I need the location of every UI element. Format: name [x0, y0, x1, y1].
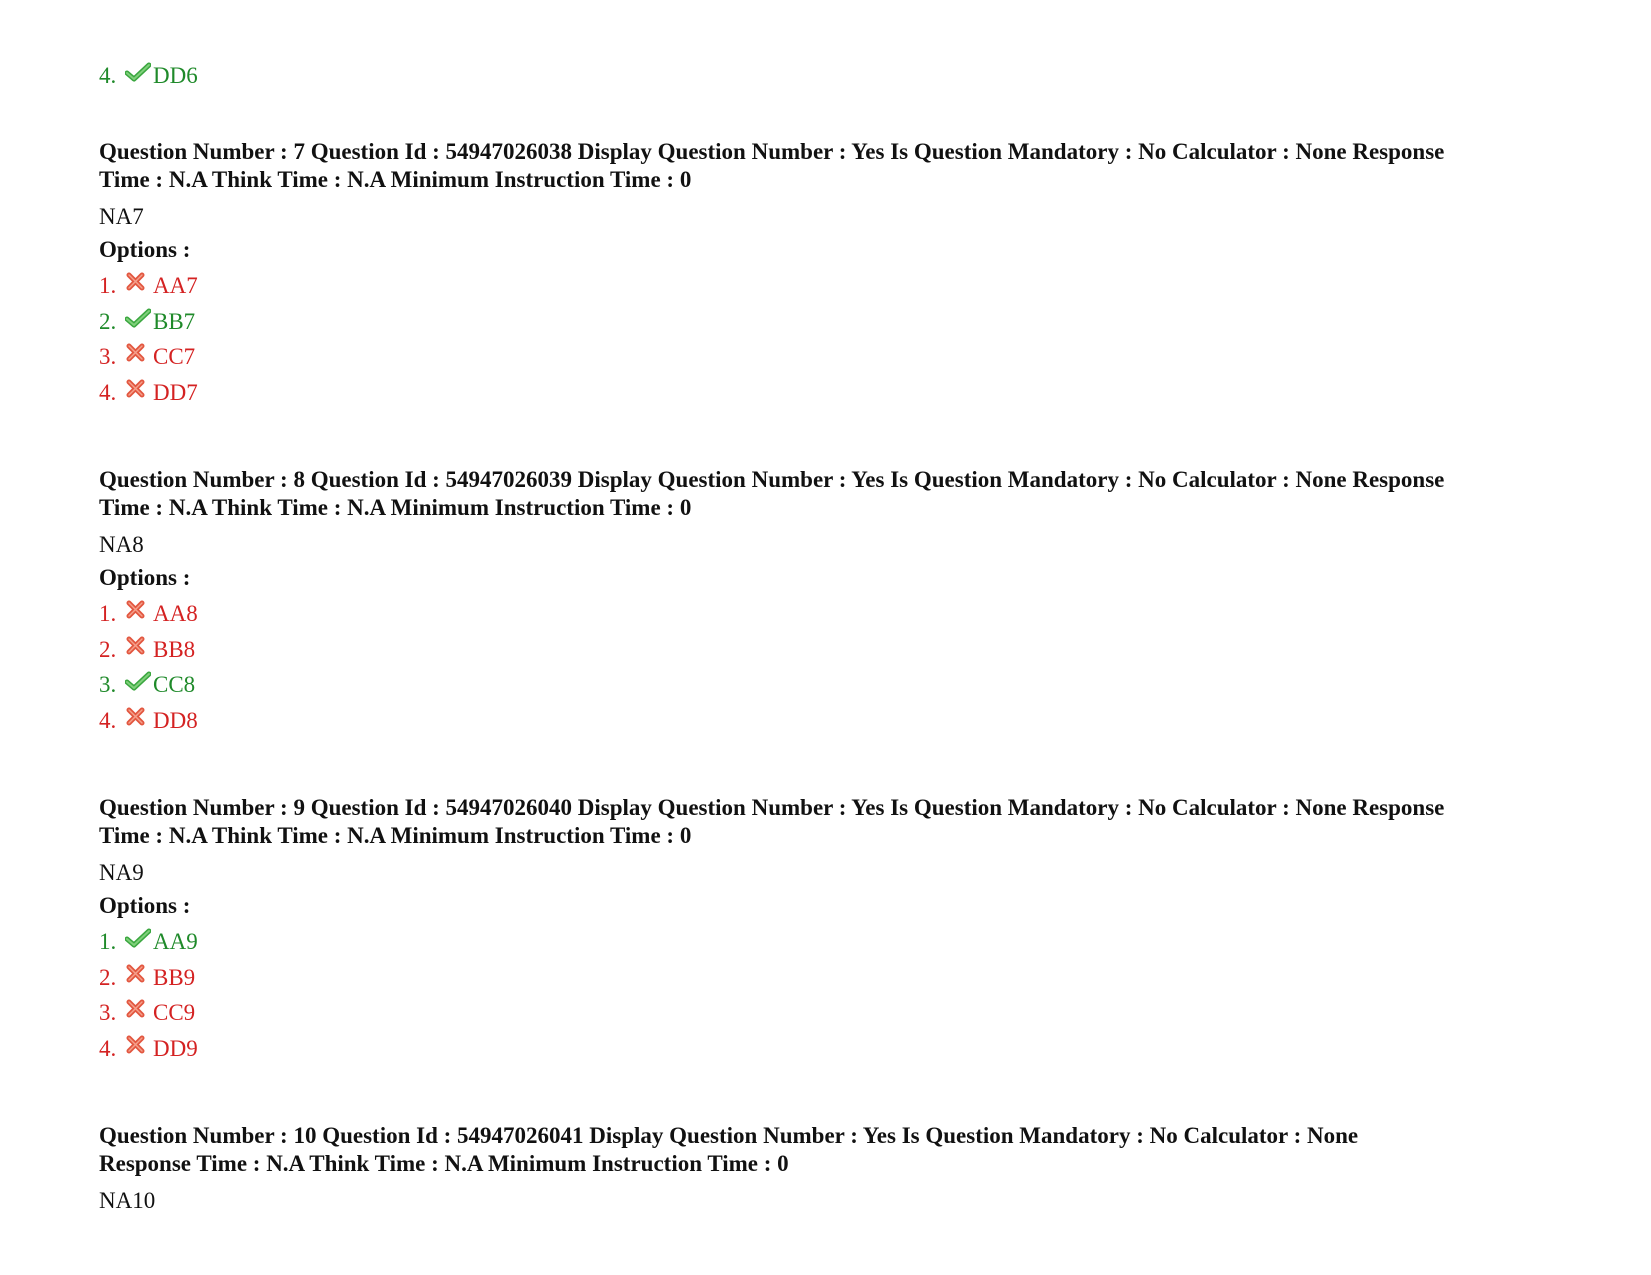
question-text: NA9 [99, 860, 144, 885]
option-number: 3. [99, 672, 117, 697]
question-header-line-1: Question Number : 9 Question Id : 54947026040 Display Question Number : Yes Is Question Mandatory : No Calculator : None Response [99, 795, 1445, 820]
question-text: NA8 [99, 532, 144, 557]
option-text: DD7 [153, 380, 198, 405]
question-header [99, 138, 1579, 194]
option-number: 2. [99, 309, 117, 334]
option-number: 4. [99, 380, 117, 405]
options-label: Options : [99, 237, 191, 262]
option-row [99, 598, 198, 630]
option-row [99, 377, 198, 409]
question-header-line-1: Question Number : 7 Question Id : 54947026038 Display Question Number : Yes Is Question Mandatory : No Calculator : None Response [99, 139, 1445, 164]
option-number: 2. [99, 965, 117, 990]
cross-icon [125, 964, 153, 986]
cross-icon [125, 707, 153, 729]
option-text: AA9 [153, 929, 198, 954]
option-number: 3. [99, 344, 117, 369]
question-header-line-2: Response Time : N.A Think Time : N.A Minimum Instruction Time : 0 [99, 1151, 789, 1176]
option-row [99, 341, 195, 373]
question-header [99, 1122, 1579, 1178]
option-row [99, 705, 198, 737]
question-header-line-2: Time : N.A Think Time : N.A Minimum Instruction Time : 0 [99, 167, 692, 192]
option-number: 4. [99, 708, 117, 733]
option-row [99, 60, 198, 92]
options-label: Options : [99, 893, 191, 918]
option-text: BB7 [153, 309, 196, 334]
option-text: DD9 [153, 1036, 198, 1061]
cross-icon [125, 600, 153, 622]
option-text: DD6 [153, 63, 198, 88]
option-number: 1. [99, 601, 117, 626]
question-text: NA10 [99, 1188, 156, 1213]
option-text: DD8 [153, 708, 198, 733]
question-header-line-1: Question Number : 10 Question Id : 54947026041 Display Question Number : Yes Is Question Mandatory : No Calculator : None [99, 1123, 1359, 1148]
cross-icon [125, 636, 153, 658]
option-number: 1. [99, 929, 117, 954]
question-header [99, 466, 1579, 522]
option-row [99, 270, 198, 302]
option-text: AA7 [153, 273, 198, 298]
option-row [99, 997, 195, 1029]
option-row [99, 926, 198, 958]
option-text: AA8 [153, 601, 198, 626]
check-icon [125, 62, 153, 84]
option-row [99, 634, 195, 666]
question-header-line-2: Time : N.A Think Time : N.A Minimum Instruction Time : 0 [99, 495, 692, 520]
option-text: BB9 [153, 965, 196, 990]
options-label: Options : [99, 565, 191, 590]
option-row [99, 962, 195, 994]
option-text: BB8 [153, 637, 196, 662]
option-number: 1. [99, 273, 117, 298]
cross-icon [125, 272, 153, 294]
option-text: CC8 [153, 672, 196, 697]
check-icon [125, 671, 153, 693]
option-number: 3. [99, 1000, 117, 1025]
question-header-line-1: Question Number : 8 Question Id : 54947026039 Display Question Number : Yes Is Question Mandatory : No Calculator : None Response [99, 467, 1445, 492]
option-text: CC7 [153, 344, 196, 369]
cross-icon [125, 1035, 153, 1057]
cross-icon [125, 379, 153, 401]
option-number: 2. [99, 637, 117, 662]
question-header [99, 794, 1579, 850]
cross-icon [125, 343, 153, 365]
option-row [99, 669, 195, 701]
option-number: 4. [99, 63, 117, 88]
check-icon [125, 928, 153, 950]
option-row [99, 306, 195, 338]
question-header-line-2: Time : N.A Think Time : N.A Minimum Instruction Time : 0 [99, 823, 692, 848]
question-text: NA7 [99, 204, 144, 229]
check-icon [125, 308, 153, 330]
option-row [99, 1033, 198, 1065]
cross-icon [125, 999, 153, 1021]
option-text: CC9 [153, 1000, 196, 1025]
option-number: 4. [99, 1036, 117, 1061]
